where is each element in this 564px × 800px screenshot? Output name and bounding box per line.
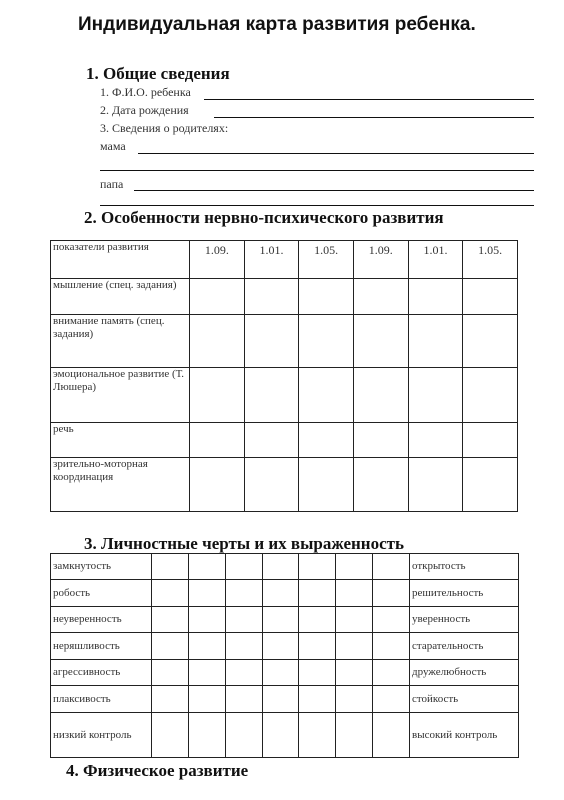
cell[interactable] <box>244 368 299 423</box>
date-header: 1.09. <box>190 241 245 279</box>
cell[interactable] <box>244 315 299 368</box>
section1-heading: 1. Общие сведения <box>86 64 230 83</box>
cell[interactable] <box>373 607 410 633</box>
cell[interactable] <box>299 279 354 315</box>
section3-heading: 3. Личностные черты и их выраженность <box>84 534 404 553</box>
cell[interactable] <box>244 423 299 458</box>
cell[interactable] <box>262 554 299 580</box>
date-header: 1.01. <box>408 241 463 279</box>
date-header: 1.05. <box>463 241 518 279</box>
cell[interactable] <box>336 686 373 713</box>
father-line[interactable] <box>134 190 534 191</box>
cell[interactable] <box>373 686 410 713</box>
cell[interactable] <box>152 660 189 686</box>
indicators-header: показатели развития <box>51 241 190 279</box>
cell[interactable] <box>262 633 299 660</box>
cell[interactable] <box>463 279 518 315</box>
cell[interactable] <box>188 554 225 580</box>
cell[interactable] <box>408 458 463 512</box>
cell[interactable] <box>373 633 410 660</box>
cell[interactable] <box>299 633 336 660</box>
cell[interactable] <box>152 607 189 633</box>
cell[interactable] <box>299 713 336 758</box>
row-label-emotional: эмоциональное развитие (Т. Люшера) <box>51 368 190 423</box>
date-header: 1.01. <box>244 241 299 279</box>
cell[interactable] <box>152 713 189 758</box>
cell[interactable] <box>353 368 408 423</box>
field-mother-label: мама <box>100 139 126 153</box>
field-child-name-label: 1. Ф.И.О. ребенка <box>100 85 191 99</box>
cell[interactable] <box>408 279 463 315</box>
cell[interactable] <box>225 554 262 580</box>
father-extra-line[interactable] <box>100 205 534 206</box>
mother-line[interactable] <box>138 153 534 154</box>
trait-right-label: стойкость <box>410 686 519 713</box>
cell[interactable] <box>353 458 408 512</box>
page-title: Индивидуальная карта развития ребенка. <box>78 14 476 35</box>
row-label-attention-memory: внимание память (спец. задания) <box>51 315 190 368</box>
cell[interactable] <box>262 607 299 633</box>
cell[interactable] <box>190 279 245 315</box>
cell[interactable] <box>188 580 225 607</box>
trait-left-label: замкнутость <box>51 554 152 580</box>
cell[interactable] <box>190 458 245 512</box>
date-header: 1.09. <box>353 241 408 279</box>
cell[interactable] <box>244 458 299 512</box>
cell[interactable] <box>225 580 262 607</box>
cell[interactable] <box>336 580 373 607</box>
cell[interactable] <box>353 279 408 315</box>
cell[interactable] <box>353 315 408 368</box>
cell[interactable] <box>262 660 299 686</box>
cell[interactable] <box>188 607 225 633</box>
trait-left-label: робость <box>51 580 152 607</box>
cell[interactable] <box>262 713 299 758</box>
cell[interactable] <box>225 660 262 686</box>
cell[interactable] <box>463 368 518 423</box>
field-birthdate-label: 2. Дата рождения <box>100 103 189 117</box>
cell[interactable] <box>299 368 354 423</box>
trait-left-label: неуверенность <box>51 607 152 633</box>
trait-left-label: неряшливость <box>51 633 152 660</box>
cell[interactable] <box>373 713 410 758</box>
cell[interactable] <box>299 607 336 633</box>
birthdate-line[interactable] <box>214 117 534 118</box>
cell[interactable] <box>225 607 262 633</box>
date-header: 1.05. <box>299 241 354 279</box>
cell[interactable] <box>299 458 354 512</box>
cell[interactable] <box>353 423 408 458</box>
cell[interactable] <box>152 686 189 713</box>
trait-right-label: дружелюбность <box>410 660 519 686</box>
cell[interactable] <box>262 580 299 607</box>
cell[interactable] <box>336 660 373 686</box>
cell[interactable] <box>152 580 189 607</box>
cell[interactable] <box>188 713 225 758</box>
cell[interactable] <box>299 580 336 607</box>
cell[interactable] <box>373 660 410 686</box>
cell[interactable] <box>299 423 354 458</box>
trait-right-label: высокий контроль <box>410 713 519 758</box>
field-father-label: папа <box>100 177 124 191</box>
row-label-speech: речь <box>51 423 190 458</box>
row-label-thinking: мышление (спец. задания) <box>51 279 190 315</box>
cell[interactable] <box>408 423 463 458</box>
cell[interactable] <box>408 315 463 368</box>
cell[interactable] <box>225 713 262 758</box>
cell[interactable] <box>225 633 262 660</box>
trait-left-label: низкий контроль <box>51 713 152 758</box>
development-table <box>50 240 518 512</box>
child-name-line[interactable] <box>204 99 534 100</box>
cell[interactable] <box>244 279 299 315</box>
cell[interactable] <box>463 315 518 368</box>
traits-table <box>50 553 519 758</box>
cell[interactable] <box>188 686 225 713</box>
cell[interactable] <box>373 580 410 607</box>
cell[interactable] <box>190 423 245 458</box>
cell[interactable] <box>299 315 354 368</box>
section2-heading: 2. Особенности нервно-психического развития <box>84 208 444 227</box>
cell[interactable] <box>188 660 225 686</box>
cell[interactable] <box>463 423 518 458</box>
cell[interactable] <box>373 554 410 580</box>
trait-right-label: решительность <box>410 580 519 607</box>
trait-right-label: уверенность <box>410 607 519 633</box>
cell[interactable] <box>336 713 373 758</box>
cell[interactable] <box>188 633 225 660</box>
cell[interactable] <box>152 554 189 580</box>
cell[interactable] <box>190 315 245 368</box>
row-label-coordination: зрительно-моторная координация <box>51 458 190 512</box>
cell[interactable] <box>190 368 245 423</box>
section4-heading: 4. Физическое развитие <box>66 761 249 780</box>
cell[interactable] <box>225 686 262 713</box>
cell[interactable] <box>299 686 336 713</box>
field-parents-label: 3. Сведения о родителях: <box>100 121 229 135</box>
cell[interactable] <box>152 633 189 660</box>
mother-extra-line[interactable] <box>100 170 534 171</box>
cell[interactable] <box>336 607 373 633</box>
trait-right-label: старательность <box>410 633 519 660</box>
cell[interactable] <box>408 368 463 423</box>
cell[interactable] <box>262 686 299 713</box>
trait-left-label: плаксивость <box>51 686 152 713</box>
cell[interactable] <box>463 458 518 512</box>
cell[interactable] <box>336 633 373 660</box>
trait-left-label: агрессивность <box>51 660 152 686</box>
cell[interactable] <box>299 554 336 580</box>
cell[interactable] <box>299 660 336 686</box>
cell[interactable] <box>336 554 373 580</box>
trait-right-label: открытость <box>410 554 519 580</box>
